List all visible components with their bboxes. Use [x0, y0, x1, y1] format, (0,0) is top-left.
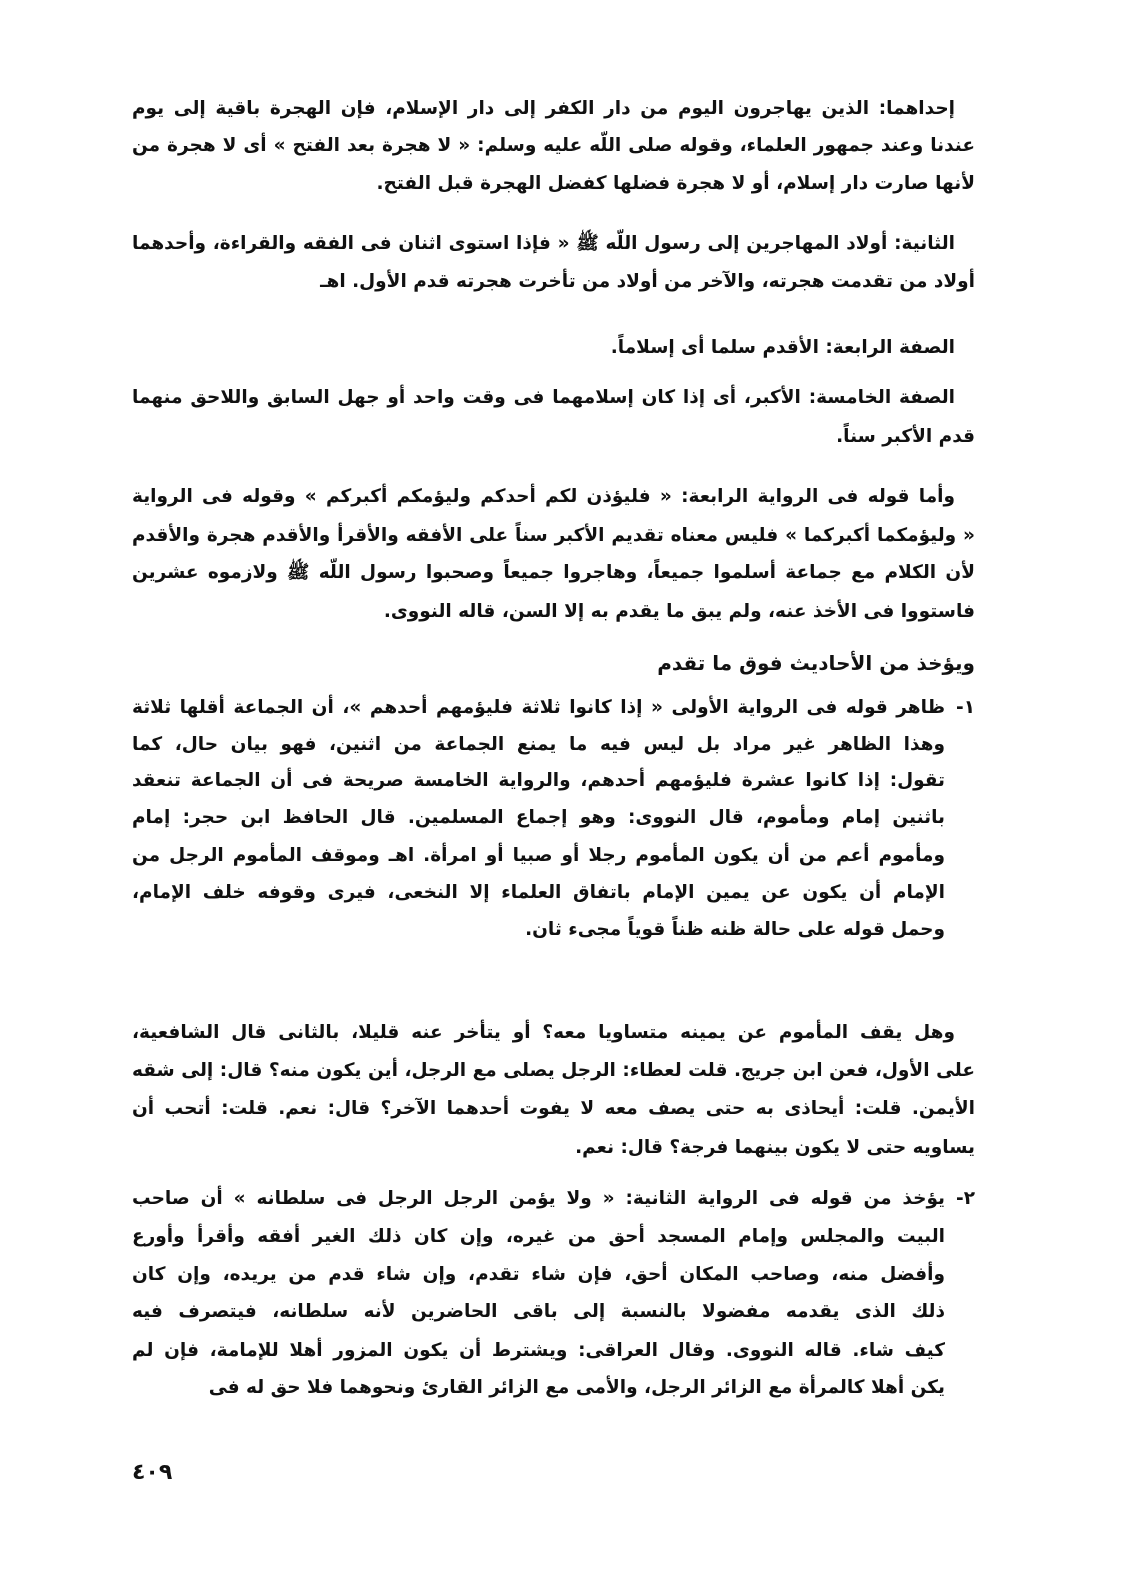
paragraph-line: فاستووا فى الأخذ عنه، ولم يبق ما يقدم به إلا السن، قاله النووى. [383, 601, 975, 622]
list-item-line: يؤخذ من قوله فى الرواية الثانية: « ولا يؤمن الرجل الرجل فى سلطانه » أن صاحب [132, 1188, 945, 1209]
list-item-number: ٢- [956, 1188, 975, 1209]
list-item-line: وأفضل منه، وصاحب المكان أحق، فإن شاء تقدم، وإن شاء قدم من يريده، وإن كان [132, 1264, 945, 1285]
list-item-line: الأيمن. قلت: أيحاذى به حتى يصف معه لا يفوت أحدهما الآخر؟ قال: نعم. قلت: أتحب أن [132, 1098, 975, 1119]
paragraph-line: الثانية: أولاد المهاجرين إلى رسول اللَّه ﷺ « فإذا استوى اثنان فى الفقه والقراءة، وأحدهما [132, 233, 955, 254]
list-item-line: يساويه حتى لا يكون بينهما فرجة؟ قال: نعم. [575, 1137, 975, 1158]
page-number: ٤٠٩ [132, 1460, 173, 1485]
paragraph-line: « وليؤمكما أكبركما » فليس معناه تقديم الأكبر سناً على الأفقه والأقرأ والأقدم هجرة والأقدم [132, 525, 975, 546]
paragraph-line: أولاد من تقدمت هجرته، والآخر من أولاد من تأخرت هجرته قدم الأول. اهـ [320, 271, 975, 292]
paragraph-line: الصفة الرابعة: الأقدم سلما أى إسلاماً. [610, 337, 955, 358]
list-item-line: باثنين إمام ومأموم، قال النووى: وهو إجماع المسلمين. قال الحافظ ابن حجر: إمام [132, 807, 945, 828]
section-heading: ويؤخذ من الأحاديث فوق ما تقدم [657, 651, 975, 675]
list-item-line: ذلك الذى يقدمه مفضولا بالنسبة إلى باقى الحاضرين لأنه سلطانه، فيتصرف فيه [132, 1301, 945, 1322]
list-item-line: تقول: إذا كانوا عشرة فليؤمهم أحدهم، والرواية الخامسة صريحة فى أن الجماعة تنعقد [132, 770, 945, 791]
list-item-line: على الأول، فعن ابن جريج. قلت لعطاء: الرجل يصلى مع الرجل، أين يكون منه؟ قال: إلى شقه [132, 1060, 975, 1081]
paragraph-line: لأنها صارت دار إسلام، أو لا هجرة فضلها كفضل الهجرة قبل الفتح. [376, 173, 975, 194]
list-item-line: ومأموم أعم من أن يكون المأموم رجلا أو صبيا أو امرأة. اهـ وموقف المأموم الرجل من [132, 845, 945, 866]
list-item-line: البيت والمجلس وإمام المسجد أحق من غيره، وإن كان ذلك الغير أفقه وأقرأ وأورع [132, 1226, 945, 1247]
paragraph-line: لأن الكلام مع جماعة أسلموا جميعاً، وهاجروا جميعاً وصحبوا رسول اللَّه ﷺ ولازموه عشرين [132, 562, 975, 583]
paragraph-line: إحداهما: الذين يهاجرون اليوم من دار الكفر إلى دار الإسلام، فإن الهجرة باقية إلى يوم [132, 98, 955, 119]
list-item-line: وهذا الظاهر غير مراد بل ليس فيه ما يمنع الجماعة من اثنين، فهو بيان حال، كما [132, 734, 945, 755]
list-item-line: الإمام أن يكون عن يمين الإمام باتفاق العلماء إلا النخعى، فيرى وقوفه خلف الإمام، [132, 882, 945, 903]
list-item-line: يكن أهلا كالمرأة مع الزائر الرجل، والأمى مع الزائر القارئ ونحوهما فلا حق له فى [208, 1377, 945, 1398]
list-item-line: وهل يقف المأموم عن يمينه متساويا معه؟ أو يتأخر عنه قليلا، بالثانى قال الشافعية، [132, 1022, 955, 1043]
list-item-line: كيف شاء. قاله النووى. وقال العراقى: ويشترط أن يكون المزور أهلا للإمامة، فإن لم [132, 1340, 945, 1361]
paragraph-line: عندنا وعند جمهور العلماء، وقوله صلى اللَّه عليه وسلم: « لا هجرة بعد الفتح » أى لا هجرة من [132, 135, 975, 156]
paragraph-line: الصفة الخامسة: الأكبر، أى إذا كان إسلامهما فى وقت واحد أو جهل السابق واللاحق منهما [132, 387, 955, 408]
list-item-line: ظاهر قوله فى الرواية الأولى « إذا كانوا ثلاثة فليؤمهم أحدهم »، أن الجماعة أقلها ثلاثة [132, 697, 945, 718]
list-item-number: ١- [956, 697, 975, 718]
paragraph-line: وأما قوله فى الرواية الرابعة: « فليؤذن لكم أحدكم وليؤمكم أكبركم » وقوله فى الرواية [132, 486, 955, 507]
list-item-line: وحمل قوله على حالة ظنه ظناً قوياً مجىء ثان. [525, 919, 945, 940]
paragraph-line: قدم الأكبر سناً. [836, 426, 975, 447]
